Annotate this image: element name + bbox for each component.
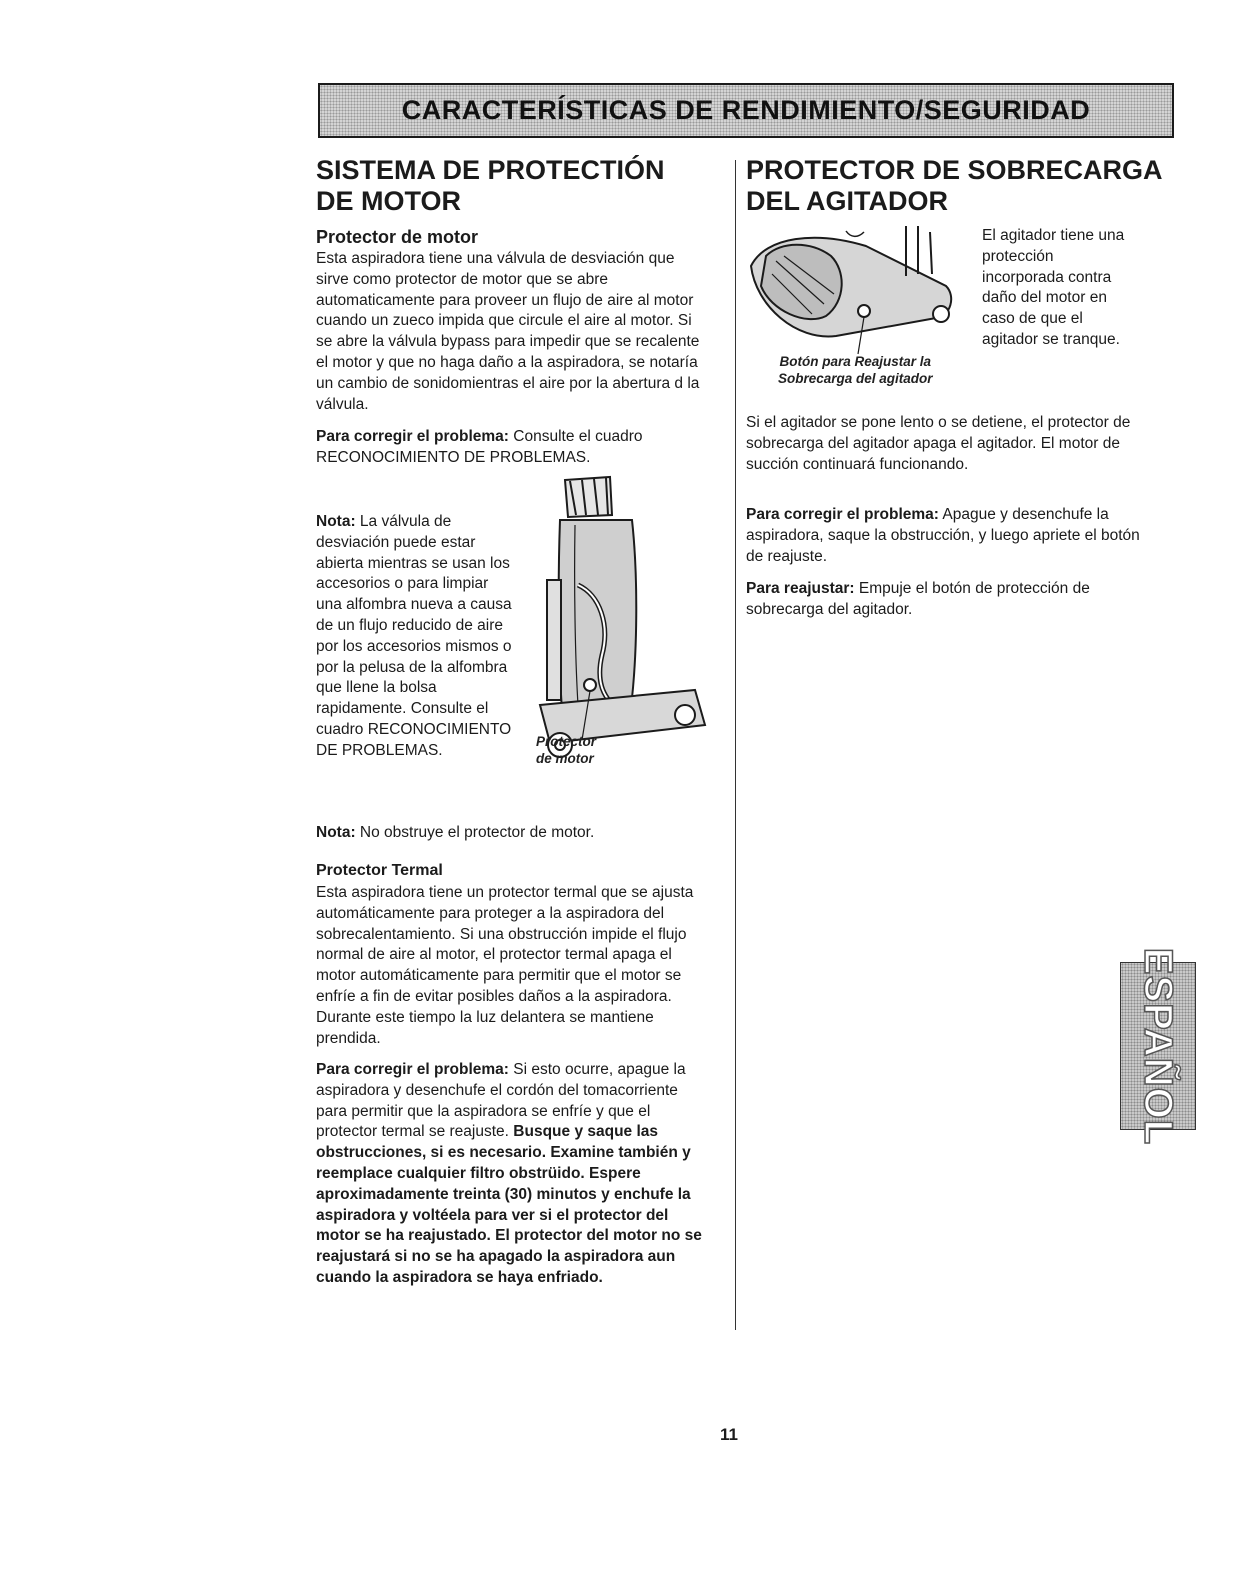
- motor-protector-fix: Para corregir el problema: Consulte el cuadro RECONOCIMIENTO DE PROBLEMAS.: [316, 428, 643, 466]
- agitator-intro: El agitador tiene una protección incorporada contra daño del motor en caso de que el agitador se tranque.: [982, 227, 1125, 348]
- left-heading: SISTEMA DE PROTECTIÓN DE MOTOR: [316, 155, 665, 216]
- motor-protector-title: Protector de motor: [316, 227, 479, 247]
- thermal-protector-body: Esta aspiradora tiene un protector termal que se ajusta automáticamente para proteger a la aspiradora del sobrecalentamiento. Si una obstrucción impide el flujo normal de aire al motor, el protector termal apaga el motor automáticamente para permitir que el motor se enfríe a fin de evitar posibles daños a la aspiradora. Durante este tiempo la luz delantera se mantiene prendida.: [316, 884, 694, 1047]
- right-heading: PROTECTOR DE SOBRECARGA DEL AGITADOR: [746, 155, 1163, 216]
- agitator-reset-caption: Botón para Reajustar la Sobrecarga del agitador: [778, 354, 933, 386]
- vacuum-upright-illustration: [520, 475, 710, 765]
- page-number: 11: [720, 1425, 738, 1444]
- motor-protector-body: Esta aspiradora tiene una válvula de desviación que sirve como protector de motor que se abre automaticamente para proveer un flujo de aire al motor cuando un zueco impida que circule el aire al motor. Si se abre la válvula bypass para impedir que se recalente el motor y que no haga daño a la aspiradora, se notaría un cambio de sonidomientras el aire por la abertura d la válvula.: [316, 250, 700, 413]
- thermal-protector-title: Protector Termal: [316, 862, 443, 879]
- language-tab: [1120, 947, 1196, 1145]
- note-no-obstruct: Nota: No obstruye el protector de motor.: [316, 824, 595, 841]
- motor-protector-caption: Protector de motor: [536, 734, 597, 766]
- agitator-body: Si el agitador se pone lento o se detiene, el protector de sobrecarga del agitador apaga el agitador. El motor de succión continuará funcionando.: [746, 414, 1131, 473]
- agitator-fix: Para corregir el problema: Apague y desenchufe la aspiradora, saque la obstrucción, y luego apriete el botón de reajuste.: [746, 506, 1140, 565]
- section-banner: [318, 83, 1174, 138]
- language-tab-label: ESPAÑOL: [1136, 947, 1181, 1145]
- column-divider: [735, 160, 736, 1330]
- banner-title: CARACTERÍSTICAS DE RENDIMIENTO/SEGURIDAD: [401, 95, 1091, 125]
- note-valve: Nota: La válvula de desviación puede estar abierta mientras se usan los accesorios o para limpiar una alfombra nueva a causa de un flujo reducido de aire por los accesorios mismos o por la pelusa de la alfombra que llene la bolsa rapidamente. Consulte el cuadro RECONOCIMIENTO DE PROBLEMAS.: [316, 513, 512, 759]
- agitator-nozzle-illustration: [746, 226, 966, 356]
- thermal-protector-fix: Para corregir el problema: Si esto ocurre, apague la aspiradora y desenchufe el cordón del tomacorriente para permitir que la aspiradora se enfríe y que el protector termal se reajuste. Busque y saque las obstrucciones, si es necesario. Examine también y reemplace cualquier filtro obstrüido. Espere aproximadamente treinta (30) minutos y enchufe la aspiradora y voltéela para ver si el protector del motor se ha reajustado. El protector del motor no se reajustará si no se ha apagado la aspiradora aun cuando la aspiradora se haya enfriado.: [316, 1061, 702, 1286]
- agitator-reset: Para reajustar: Empuje el botón de protección de sobrecarga del agitador.: [746, 580, 1090, 618]
